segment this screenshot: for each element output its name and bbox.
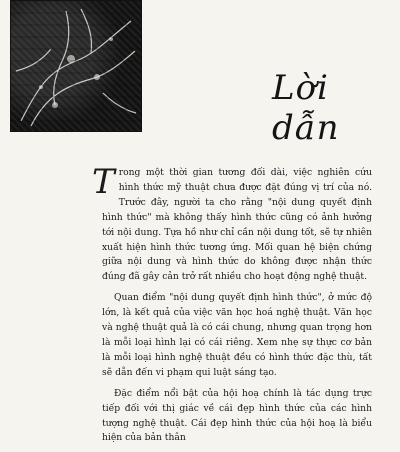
- paragraph-2: Quan điểm "nội dung quyết định hình thức", ở mức độ lớn, là kết quả của việc văn học hoá nghệ thuật. Văn học và nghệ thuật quả là có cái chung, nhưng quan trọng hơn là mỗi loại hình lại có cái riêng. Xem nhẹ sự thực cơ bản là mỗi loại hình nghệ thuật đều có hình thức đặc thù, tất sẽ dẫn đến vi phạm qui luật sáng tạo.: [102, 292, 372, 378]
- paragraph-1-text: rong một thời gian tương đối dài, việc nghiên cứu hình thức mỹ thuật chưa được đặt đúng vị trí của nó. Trước đây, người ta cho rằng "nội dung quyết định hình thức" mà không thấy hình thức cũng có ảnh hưởng tới nội dung. Tựa hồ như chỉ cần nội dung tốt, sẽ tự nhiên xuất hiện hình thức tương ứng. Mối quan hệ biện chứng giữa nội dung và hình thức do không được nhận thức đúng đã gây cản trở rất nhiều cho hoạt động nghệ thuật.: [102, 167, 372, 283]
- dropcap: T: [92, 162, 115, 202]
- woodcut-illustration: [10, 0, 142, 132]
- woodcut-drawing: [11, 1, 141, 131]
- body-text: [92, 162, 372, 452]
- paragraph-3: Đặc điểm nổi bật của hội hoạ chính là tác dụng trực tiếp đối với thị giác về cái đẹp hình thức của các hình tượng nghệ thuật. Cái đẹp hình thức của hội hoạ là biểu hiện của bản thân: [102, 387, 372, 444]
- page-title: Lời dẫn: [272, 68, 340, 148]
- paragraph-1: [92, 162, 372, 285]
